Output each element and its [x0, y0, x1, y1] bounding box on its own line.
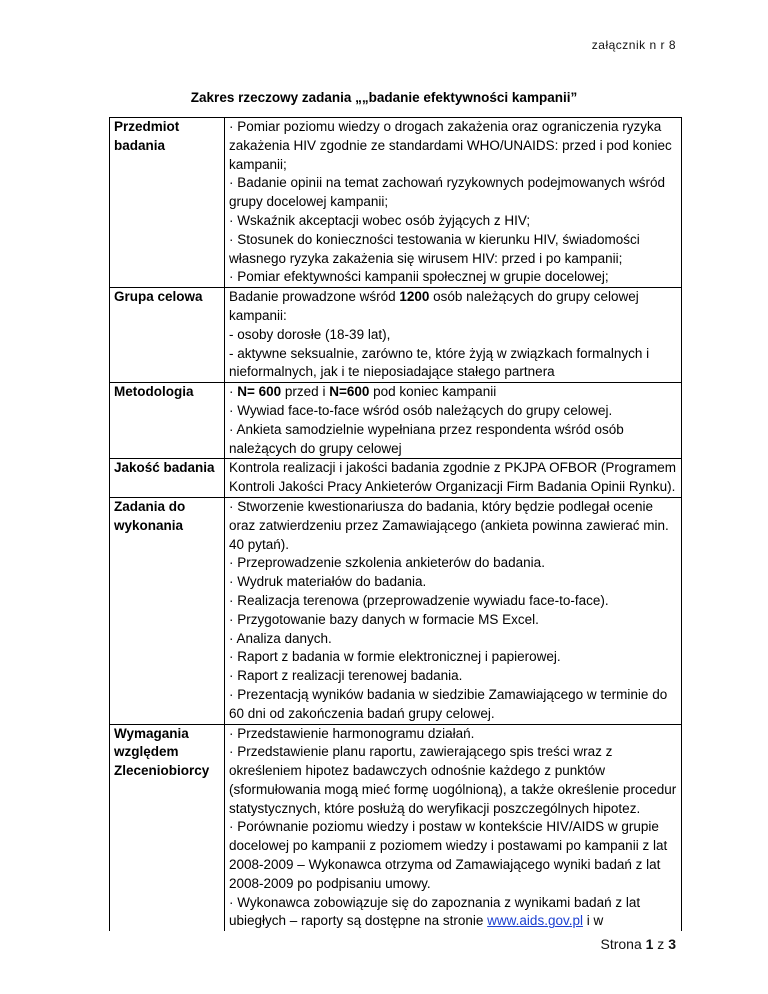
row-przedmiot — [110, 118, 682, 288]
aids-gov-link[interactable]: www.aids.gov.pl — [487, 913, 583, 929]
content-metodologia — [225, 383, 682, 459]
content-grupa — [225, 288, 682, 383]
list-item: · Prezentacją wyników badania w siedzibie Zamawiającego w terminie do 60 dni od zakończenia badań grupy celowej. — [229, 686, 668, 721]
list-item: - osoby dorosłe (18-39 lat), — [229, 326, 391, 342]
text-span: osób należących do grupy celowej kampanii: — [229, 289, 639, 323]
content-wymagania — [225, 724, 682, 931]
content-jakosc — [225, 459, 682, 498]
page-number: 1 — [645, 936, 654, 952]
row-zadania — [110, 497, 682, 724]
footer-sep: z — [653, 936, 669, 952]
scope-table — [109, 117, 682, 931]
sample-size: 1200 — [399, 289, 430, 305]
list-item: · Przeprowadzenie szkolenia ankieterów do badania. — [229, 555, 545, 571]
list-item: · Analiza danych. — [229, 630, 332, 646]
row-wymagania — [110, 724, 682, 931]
page-footer — [600, 936, 676, 952]
label-zadania: Zadania do wykonania — [110, 497, 225, 724]
list-item: · Pomiar poziomu wiedzy o drogach zakażenia oraz ograniczenia ryzyka zakażenia HIV zgodnie ze standardami WHO/UNAIDS: przed i pod koniec kampanii; — [229, 119, 672, 172]
row-grupa — [110, 288, 682, 383]
row-jakosc — [110, 459, 682, 498]
attachment-label: załącznik n r 8 — [591, 38, 676, 52]
list-item — [229, 383, 678, 402]
label-metodologia: Metodologia — [110, 383, 225, 459]
list-item: · Pomiar efektywności kampanii społecznej w grupie docelowej; — [229, 269, 609, 285]
list-item: - aktywne seksualnie, zarówno te, które żyją w związkach formalnych i nieformalnych, jak i te nieposiadające stałego partnera — [229, 345, 650, 380]
sample-after: N=600 — [329, 384, 370, 400]
label-przedmiot: Przedmiot badania — [110, 118, 225, 288]
list-item: · Raport z badania w formie elektronicznej i papierowej. — [229, 649, 561, 665]
list-item: · Porównanie poziomu wiedzy i postaw w kontekście HIV/AIDS w grupie docelowej po kampanii z poziomem wiedzy i postawami po kampanii z lat 2008-2009 – Wykonawca otrzyma od Zamawiającego wyniki badań z lat 2008-2009 po podpisaniu umowy. — [229, 819, 668, 891]
list-item: · Stworzenie kwestionariusza do badania, który będzie podlegał ocenie oraz zatwierdzeniu przez Zamawiającego (ankieta powinna zawierać min. 40 pytań). — [229, 498, 669, 552]
list-item: · Przedstawienie planu raportu, zawierającego spis treści wraz z określeniem hipotez badawczych odnośnie każdego z punktów (sformułowania mogą mieć formę uogólnioną), a także określenie procedur statystycznych, które posłużą do weryfikacji poszczególnych hipotez. — [229, 744, 677, 816]
footer-prefix: Strona — [600, 936, 646, 952]
page-total: 3 — [668, 936, 676, 952]
content-przedmiot — [225, 118, 682, 288]
label-wymagania: Wymagania względem Zleceniobiorcy — [110, 724, 225, 931]
list-item: · Raport z realizacji terenowej badania. — [229, 668, 463, 684]
list-item — [229, 894, 678, 932]
row-metodologia — [110, 383, 682, 459]
document-title: Zakres rzeczowy zadania „„badanie efektywności kampanii” — [190, 90, 578, 105]
text-span: Badanie prowadzone wśród — [229, 289, 400, 305]
list-item: · Badanie opinii na temat zachowań ryzykownych podejmowanych wśród grupy docelowej kampanii; — [229, 175, 665, 210]
text-span: · — [229, 384, 238, 400]
content-zadania — [225, 497, 682, 724]
list-item: · Przygotowanie bazy danych w formacie MS Excel. — [229, 611, 539, 627]
list-item: · Realizacja terenowa (przeprowadzenie wywiadu face-to-face). — [229, 592, 609, 608]
list-item: Kontrola realizacji i jakości badania zgodnie z PKJPA OFBOR (Programem Kontroli Jakości Pracy Ankieterów Organizacji Firm Badania Opinii Rynku). — [229, 460, 676, 495]
list-item: · Wywiad face-to-face wśród osób należących do grupy celowej. — [229, 402, 613, 418]
sample-before: N= 600 — [237, 384, 282, 400]
list-item: · Stosunek do konieczności testowania w kierunku HIV, świadomości własnego ryzyka zakażenia się wirusem HIV: przed i po kampanii; — [229, 231, 640, 266]
list-item — [229, 288, 678, 326]
list-item: · Wskaźnik akceptacji wobec osób żyjących z HIV; — [229, 212, 531, 228]
list-item: · Wydruk materiałów do badania. — [229, 574, 427, 590]
text-span: pod koniec kampanii — [369, 384, 497, 400]
text-span: · Wykonawca zobowiązuje się do zapoznania z wynikami badań z lat ubiegłych – raporty są dostępne na stronie — [229, 894, 641, 929]
list-item: · Ankieta samodzielnie wypełniana przez respondenta wśród osób należących do grupy celowej — [229, 421, 624, 456]
text-span: i w — [582, 913, 604, 929]
label-grupa: Grupa celowa — [110, 288, 225, 383]
text-span: przed i — [281, 384, 330, 400]
list-item: · Przedstawienie harmonogramu działań. — [229, 725, 475, 741]
label-jakosc: Jakość badania — [110, 459, 225, 498]
